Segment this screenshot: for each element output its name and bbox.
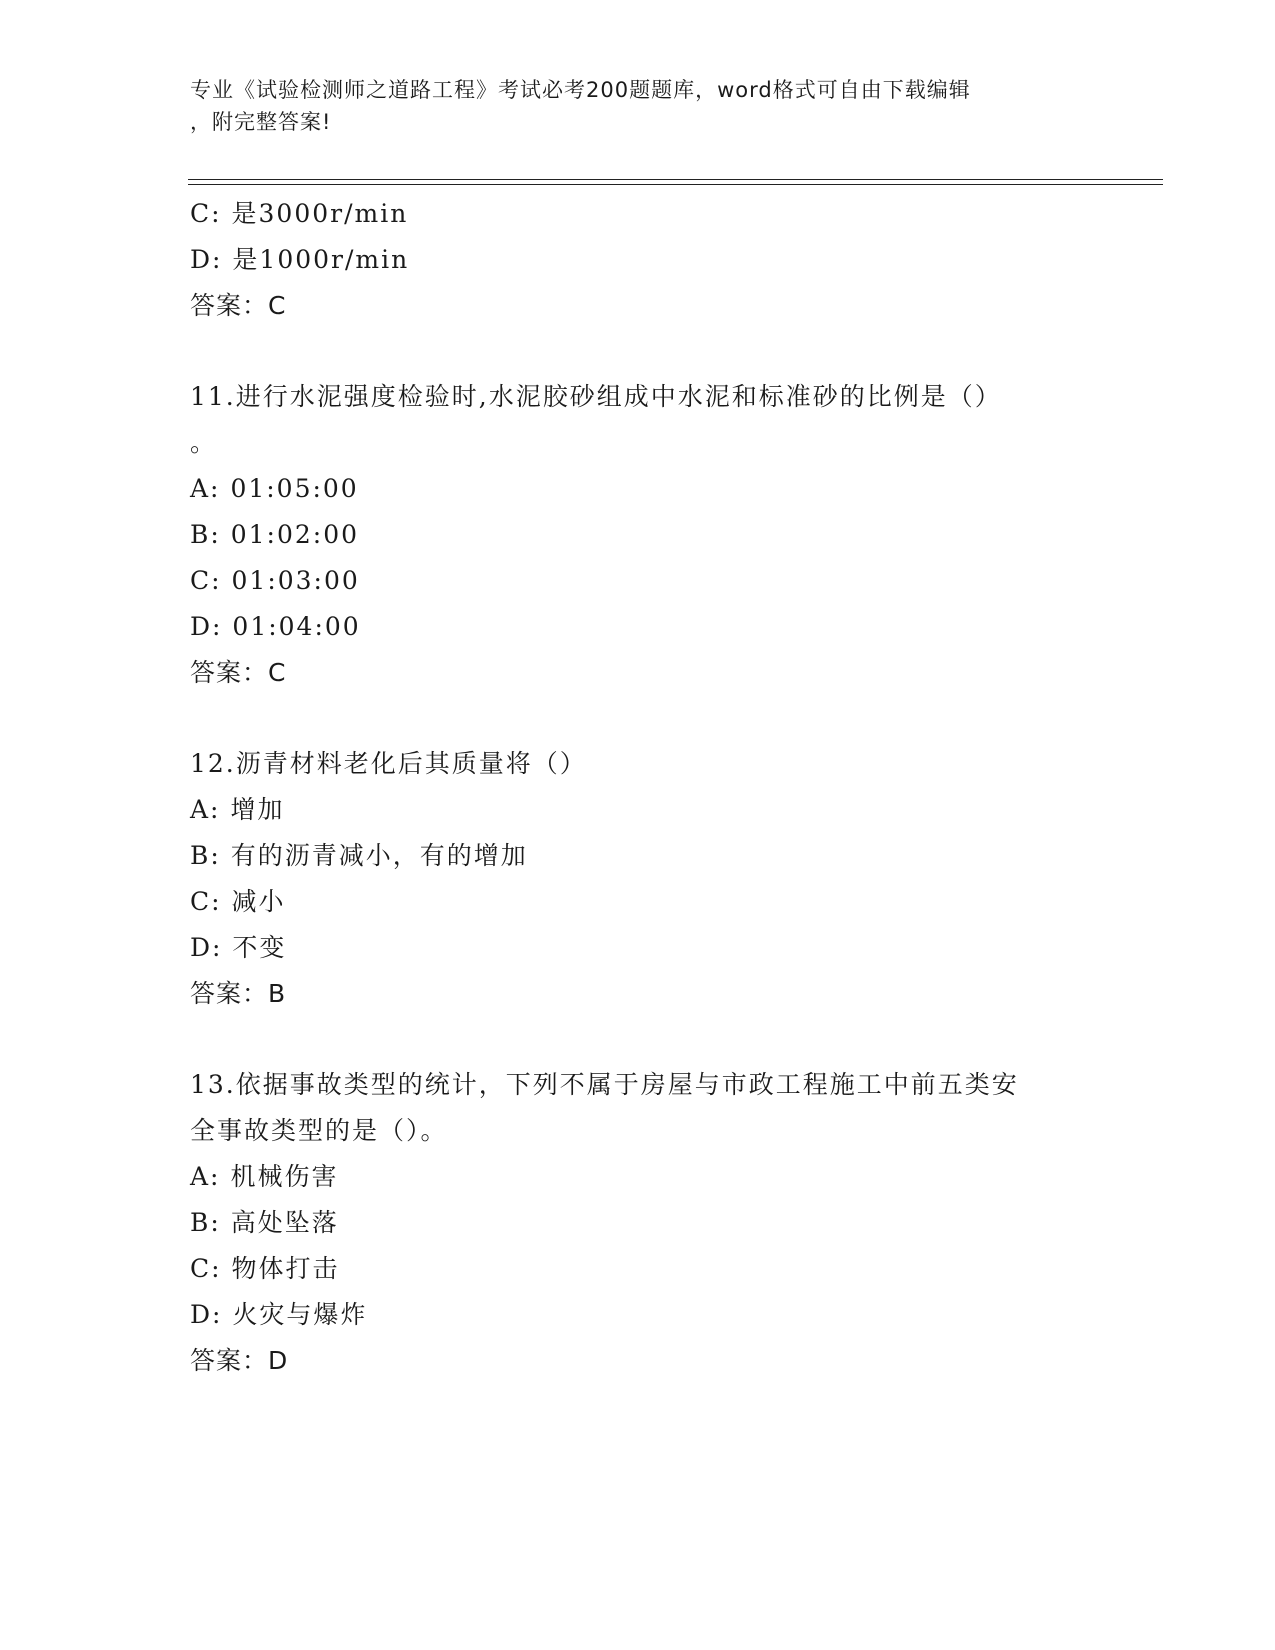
option-text: 01:04:00	[232, 612, 361, 641]
option-c	[190, 191, 1090, 237]
answer-line: 答案：D	[190, 1346, 289, 1375]
option-c	[190, 558, 1090, 604]
option-text: 不变	[232, 933, 287, 962]
option-b	[190, 512, 1090, 558]
option-b	[190, 833, 1090, 879]
option-a	[190, 1154, 1090, 1200]
option-b	[190, 1200, 1090, 1246]
question-text-cont: 全事故类型的是（）。	[190, 1116, 448, 1145]
option-label: C:	[190, 887, 222, 916]
question-11	[190, 374, 1090, 696]
option-label: A:	[190, 1162, 221, 1191]
option-text: 是1000r/min	[232, 245, 410, 274]
option-d	[190, 604, 1090, 650]
question-text: 11.进行水泥强度检验时,水泥胶砂组成中水泥和标准砂的比例是（）	[190, 382, 1002, 411]
spacer	[190, 1017, 1090, 1062]
option-text: 火灾与爆炸	[232, 1300, 368, 1329]
spacer	[190, 696, 1090, 741]
answer-line: 答案：B	[190, 979, 287, 1008]
option-label: C:	[190, 199, 222, 228]
option-d	[190, 1292, 1090, 1338]
header-divider-bottom	[188, 184, 1163, 185]
option-text: 是3000r/min	[231, 199, 409, 228]
option-text: 物体打击	[231, 1254, 340, 1283]
spacer	[190, 329, 1090, 374]
option-label: D:	[190, 245, 223, 274]
option-a	[190, 787, 1090, 833]
answer-line: 答案：C	[190, 658, 287, 687]
option-label: C:	[190, 1254, 222, 1283]
option-label: A:	[190, 474, 221, 503]
question-text: 12.沥青材料老化后其质量将（）	[190, 749, 587, 778]
option-label: B:	[190, 520, 221, 549]
option-label: B:	[190, 841, 221, 870]
answer-line: 答案：C	[190, 291, 287, 320]
option-label: A:	[190, 795, 221, 824]
option-d	[190, 925, 1090, 971]
question-content	[190, 191, 1090, 1384]
option-label: B:	[190, 1208, 221, 1237]
question-13	[190, 1062, 1090, 1384]
option-label: D:	[190, 612, 223, 641]
document-header	[190, 74, 1090, 138]
option-text: 01:05:00	[230, 474, 359, 503]
question-text-cont: 。	[190, 428, 218, 457]
option-text: 有的沥青减小，有的增加	[230, 841, 528, 870]
option-d	[190, 237, 1090, 283]
option-label: D:	[190, 1300, 223, 1329]
option-c	[190, 1246, 1090, 1292]
question-12	[190, 741, 1090, 1017]
prev-question	[190, 191, 1090, 329]
option-text: 减小	[231, 887, 286, 916]
option-text: 高处坠落	[230, 1208, 339, 1237]
option-label: D:	[190, 933, 223, 962]
option-text: 增加	[230, 795, 285, 824]
question-text: 13.依据事故类型的统计，下列不属于房屋与市政工程施工中前五类安	[190, 1070, 1019, 1099]
header-line-2: ，附完整答案!	[190, 110, 332, 134]
option-text: 机械伤害	[230, 1162, 339, 1191]
option-text: 01:03:00	[231, 566, 360, 595]
header-line-1: 专业《试验检测师之道路工程》考试必考200题题库，word格式可自由下载编辑	[190, 78, 971, 102]
option-c	[190, 879, 1090, 925]
option-label: C:	[190, 566, 222, 595]
option-a	[190, 466, 1090, 512]
header-divider-top	[188, 179, 1163, 180]
option-text: 01:02:00	[230, 520, 360, 549]
